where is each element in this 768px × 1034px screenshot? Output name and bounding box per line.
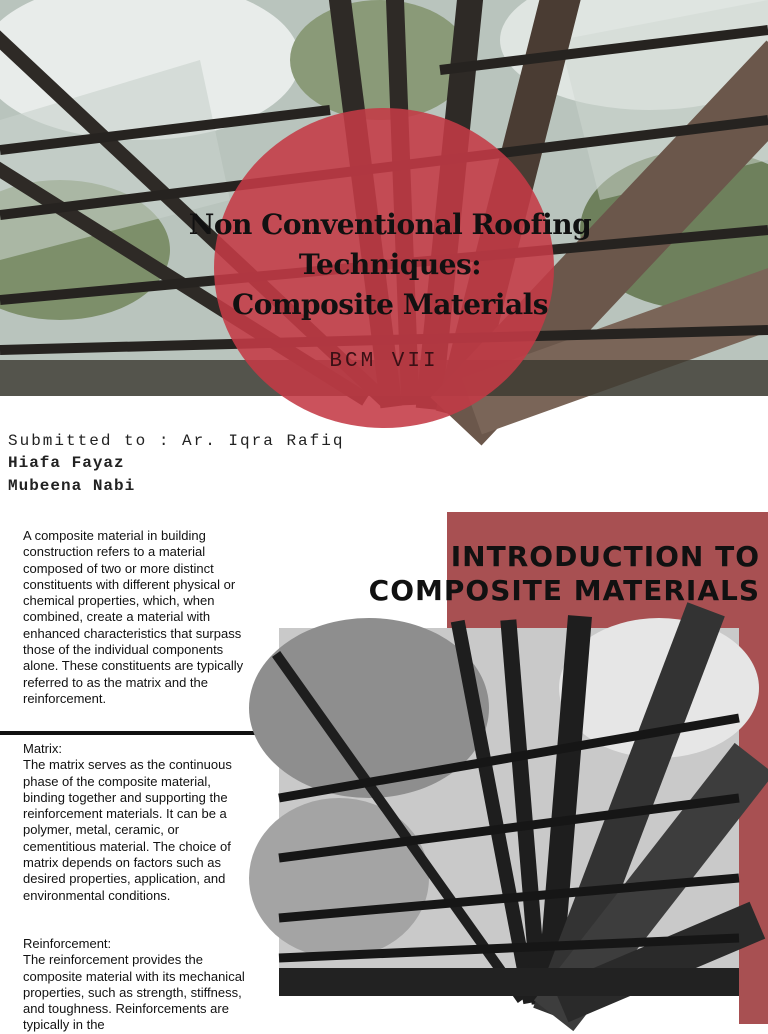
title-line-1: Non Conventional Roofing bbox=[188, 208, 592, 241]
grayscale-roof-illustration bbox=[279, 628, 739, 996]
submitted-to: Submitted to : Ar. Iqra Rafiq bbox=[8, 432, 345, 450]
matrix-label: Matrix: bbox=[23, 741, 62, 756]
author-name: Hiafa Fayaz bbox=[8, 454, 125, 472]
heading-line-2: COMPOSITE MATERIALS bbox=[368, 574, 760, 607]
cover-photo bbox=[0, 0, 768, 396]
section-divider bbox=[0, 731, 276, 735]
document-title bbox=[130, 205, 650, 325]
title-line-3: Composite Materials bbox=[231, 288, 549, 321]
title-line-2: Techniques: bbox=[298, 248, 482, 281]
roof-photo-grayscale bbox=[279, 628, 739, 996]
heading-line-1: INTRODUCTION TO bbox=[450, 540, 760, 573]
reinforcement-section bbox=[23, 936, 255, 1034]
section-heading bbox=[290, 540, 760, 608]
author-name: Mubeena Nabi bbox=[8, 477, 136, 495]
matrix-section bbox=[23, 741, 255, 904]
matrix-text: The matrix serves as the continuous phase of the composite material, binding together and supporting the reinforcement materials. It can be a polymer, metal, ceramic, or cementitious material. The choice of matrix depends on factors such as desired properties, application, and environmental conditions. bbox=[23, 757, 232, 903]
course-code: BCM VII bbox=[329, 350, 439, 373]
reinforcement-label: Reinforcement: bbox=[23, 936, 112, 951]
intro-paragraph: A composite material in building construction refers to a material composed of two or more distinct constituents with different physical or chemical properties, which, when combined, create a material with enhanced characteristics that surpass those of the individual components alone. These constituents are typically referred to as the matrix and the reinforcement. bbox=[23, 528, 244, 706]
reinforcement-text: The reinforcement provides the composite material with its mechanical properties, such as strength, stiffness, and toughness. Reinforcements are typically in the bbox=[23, 952, 245, 1033]
